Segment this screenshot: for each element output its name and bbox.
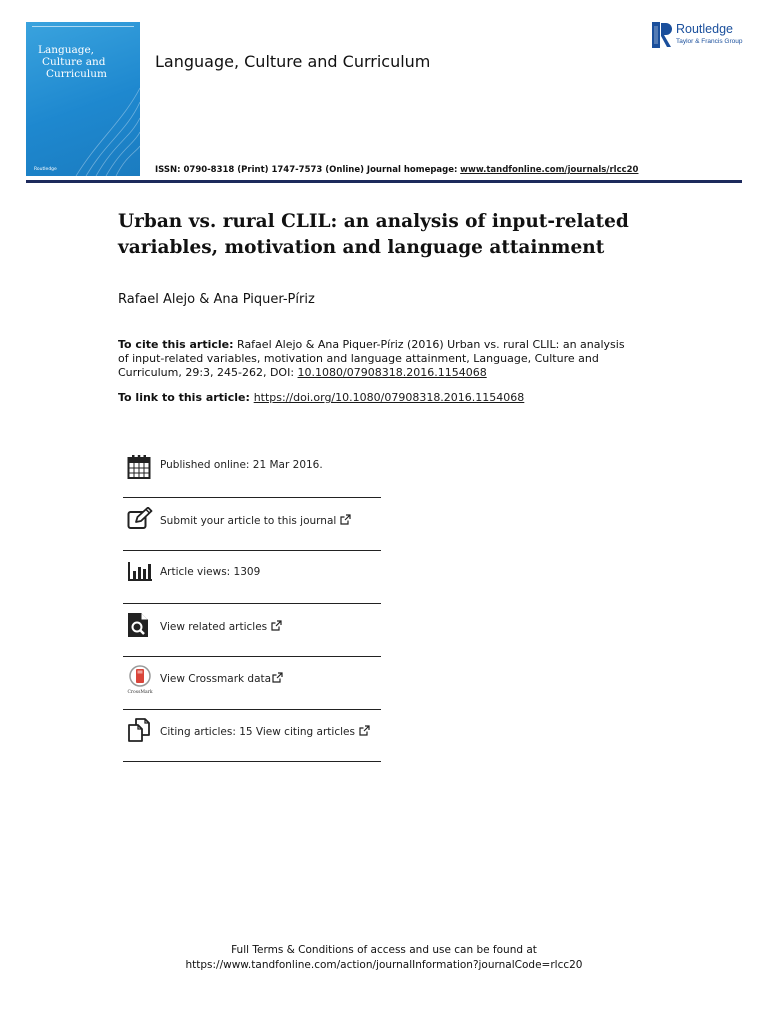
- published-online-item: [123, 452, 381, 486]
- citation-line: [118, 366, 638, 380]
- terms-footer: [0, 943, 768, 973]
- terms-footer-url[interactable]: https://www.tandfonline.com/action/journalInformation?journalCode=rlcc20: [185, 959, 583, 971]
- cover-title-line: Language,: [38, 44, 95, 56]
- article-doi-url-link[interactable]: https://doi.org/10.1080/07908318.2016.1154068: [253, 391, 525, 404]
- submit-article-item[interactable]: [123, 506, 381, 540]
- citation-text: Curriculum, 29:3, 245-262, DOI:: [118, 366, 298, 379]
- external-link-icon: [272, 672, 283, 683]
- info-divider: [123, 603, 381, 604]
- article-title-line: variables, motivation and language attainment: [118, 237, 605, 258]
- issn-line: [155, 165, 638, 175]
- citation-text: Rafael Alejo & Ana Piquer-Píriz (2016) Urban vs. rural CLIL: an analysis: [233, 338, 625, 351]
- crossmark-badge-label: CrossMark: [127, 690, 153, 695]
- edit-icon: [127, 507, 153, 531]
- citing-articles-link[interactable]: [160, 725, 370, 738]
- citation-line: [118, 338, 638, 352]
- cover-title-line: Culture and: [42, 56, 106, 68]
- published-online-text: Published online: 21 Mar 2016.: [160, 459, 323, 471]
- article-link-label: To link to this article:: [118, 391, 254, 404]
- citing-documents-icon: [127, 718, 153, 742]
- cover-title: [38, 44, 136, 80]
- journal-title: Language, Culture and Curriculum: [155, 52, 431, 71]
- external-link-icon: [271, 620, 282, 631]
- doi-link[interactable]: 10.1080/07908318.2016.1154068: [297, 366, 487, 379]
- info-divider: [123, 656, 381, 657]
- calendar-icon: [127, 454, 151, 480]
- info-divider: [123, 550, 381, 551]
- crossmark-icon: [127, 665, 153, 695]
- crossmark-item[interactable]: [123, 664, 381, 698]
- terms-footer-line: Full Terms & Conditions of access and use can be found at: [231, 944, 537, 956]
- article-views-item: [123, 558, 381, 592]
- info-divider: [123, 709, 381, 710]
- citation-block: [118, 338, 638, 380]
- info-divider: [123, 761, 381, 762]
- bar-chart-icon: [127, 560, 153, 582]
- cover-top-strip: [32, 26, 134, 30]
- crossmark-label: View Crossmark data: [160, 673, 272, 685]
- header-divider: [26, 180, 742, 183]
- publisher-name: Routledge: [676, 22, 733, 36]
- info-divider: [123, 497, 381, 498]
- journal-cover-image: [26, 22, 140, 176]
- publisher-subline: Taylor & Francis Group: [676, 38, 743, 45]
- citation-label: To cite this article:: [118, 338, 234, 351]
- related-articles-item[interactable]: [123, 612, 381, 646]
- related-articles-link[interactable]: [160, 620, 282, 633]
- crossmark-link[interactable]: [160, 672, 283, 685]
- journal-homepage-link[interactable]: www.tandfonline.com/journals/rlcc20: [460, 165, 639, 175]
- article-link-line: [118, 391, 524, 404]
- submit-article-link[interactable]: [160, 514, 351, 527]
- article-authors: Rafael Alejo & Ana Piquer-Píriz: [118, 292, 315, 307]
- related-articles-label: View related articles: [160, 621, 268, 633]
- article-title-line: Urban vs. rural CLIL: an analysis of input-related: [118, 211, 629, 232]
- citing-articles-item[interactable]: [123, 717, 381, 751]
- external-link-icon: [359, 725, 370, 736]
- cover-publisher-mark: Routledge: [34, 167, 57, 172]
- citing-articles-label: Citing articles: 15 View citing articles: [160, 726, 355, 738]
- article-title: [118, 209, 658, 261]
- article-views-text: Article views: 1309: [160, 566, 261, 578]
- cover-title-line: Curriculum: [46, 68, 107, 80]
- document-search-icon: [127, 612, 149, 638]
- routledge-logo-icon: [652, 22, 672, 48]
- submit-article-label: Submit your article to this journal: [160, 515, 337, 527]
- external-link-icon: [340, 514, 351, 525]
- issn-text: ISSN: 0790-8318 (Print) 1747-7573 (Online) Journal homepage:: [155, 165, 458, 175]
- citation-line: of input-related variables, motivation and language attainment, Language, Culture and: [118, 352, 599, 365]
